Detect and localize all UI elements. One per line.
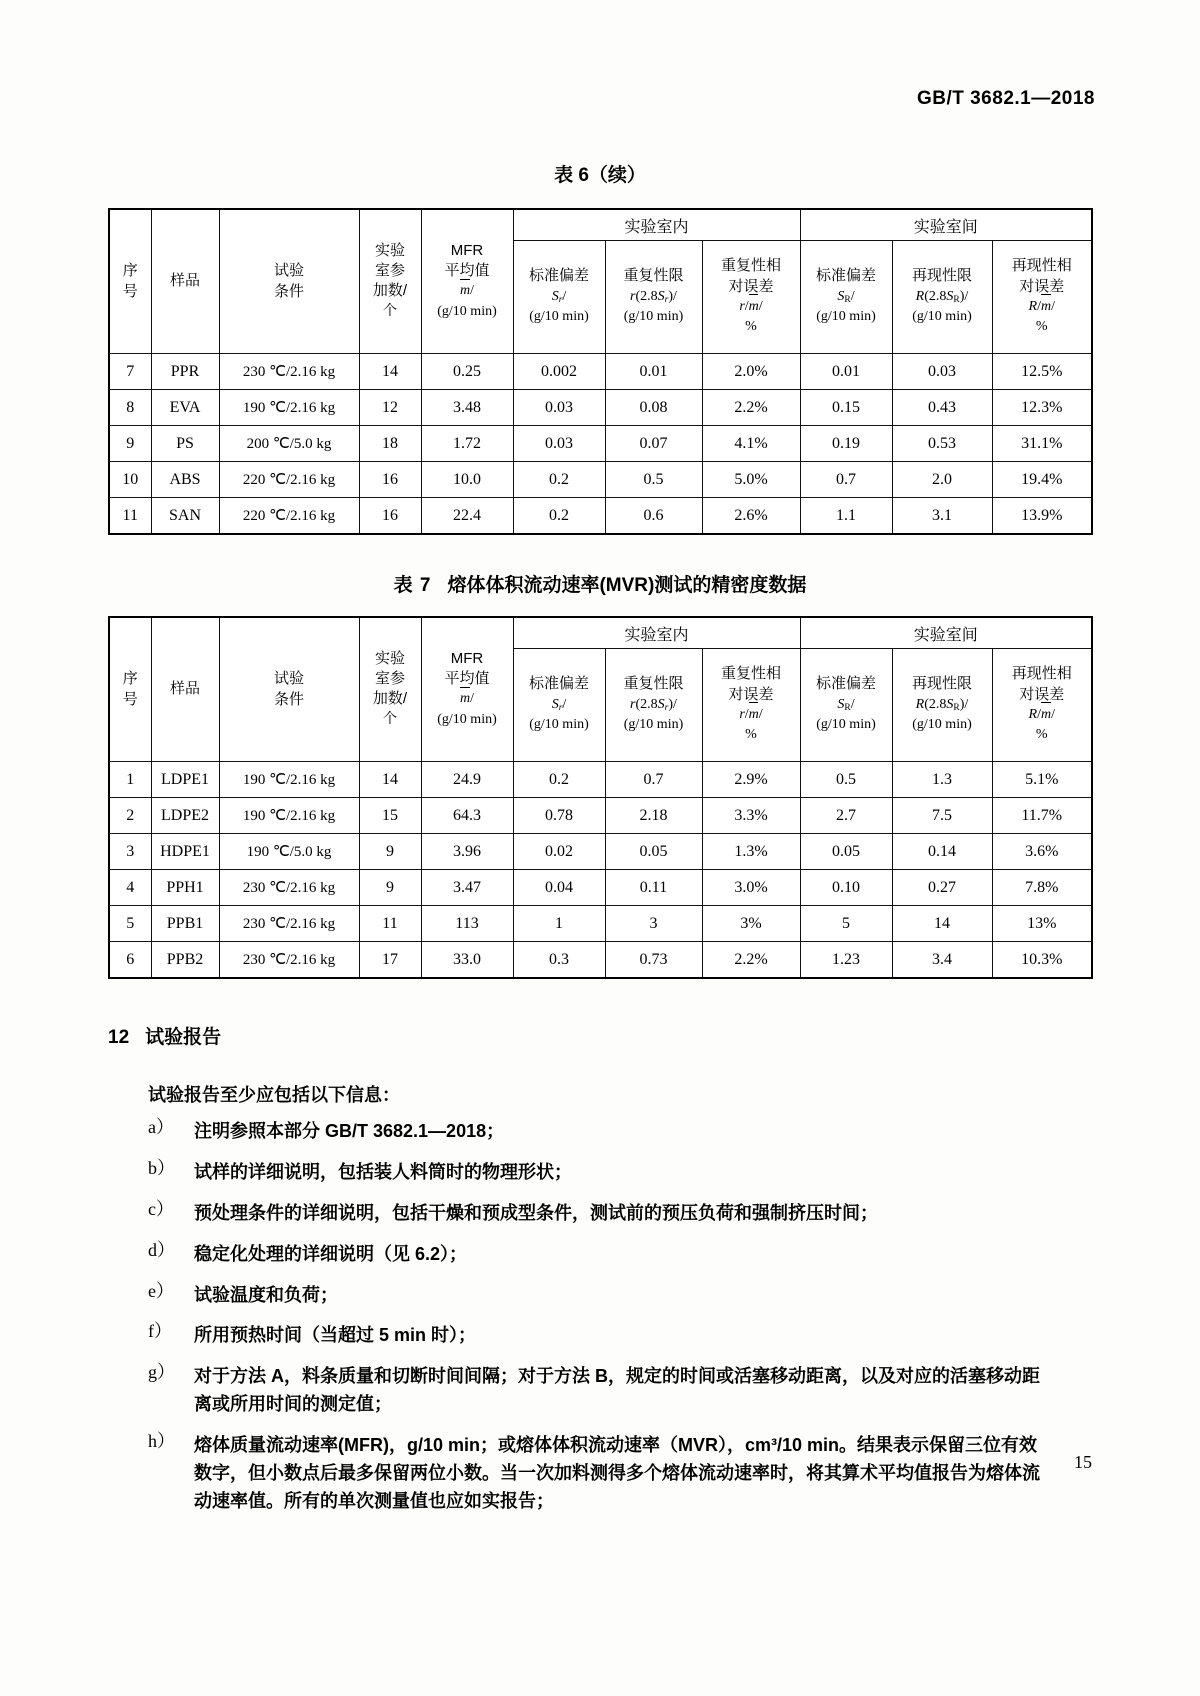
cell-labcount: 16: [359, 462, 421, 498]
table-row: [109, 942, 1092, 979]
table6-caption: [0, 160, 1200, 187]
table6-body: [109, 354, 1092, 535]
cell-labcount: 14: [359, 762, 421, 798]
cell-repro-relerr: 10.3%: [992, 942, 1092, 979]
cell-sR: 0.01: [800, 354, 892, 390]
list-marker: f）: [148, 1321, 172, 1342]
cell-repro-relerr: 5.1%: [992, 762, 1092, 798]
table-row: [109, 870, 1092, 906]
cell-repeat-relerr: 3.0%: [702, 870, 800, 906]
cell-sample: PPH1: [151, 870, 219, 906]
cell-mean: 0.25: [421, 354, 513, 390]
cell-sR: 0.05: [800, 834, 892, 870]
cell-index: 1: [109, 762, 151, 798]
cell-condition: 230 ℃/2.16 kg: [219, 942, 359, 979]
cell-repro-relerr: 12.5%: [992, 354, 1092, 390]
cell-labcount: 14: [359, 354, 421, 390]
cell-sR: 2.7: [800, 798, 892, 834]
standard-number-header: GB/T 3682.1—2018: [916, 88, 1095, 109]
cell-condition: 220 ℃/2.16 kg: [219, 498, 359, 535]
cell-condition: 230 ℃/2.16 kg: [219, 870, 359, 906]
list-marker: c）: [148, 1198, 174, 1219]
cell-repeat-relerr: 3.3%: [702, 798, 800, 834]
cell-repro-relerr: 3.6%: [992, 834, 1092, 870]
table-row: [109, 834, 1092, 870]
table6-col-labcount: 实验 室参 加数/ 个: [359, 209, 421, 354]
cell-repro-limit: 1.3: [892, 762, 992, 798]
list-marker: h）: [148, 1431, 175, 1452]
cell-sample: EVA: [151, 390, 219, 426]
cell-repro-limit: 2.0: [892, 462, 992, 498]
table7-col-sR: 标准偏差 $S_R/$ (g/10 min): [800, 649, 892, 762]
page-number: 15: [1074, 1452, 1092, 1472]
table6-col-repeat-relerr: 重复性相 对误差 r/m/ %: [702, 241, 800, 354]
cell-condition: 190 ℃/5.0 kg: [219, 834, 359, 870]
cell-repro-limit: 7.5: [892, 798, 992, 834]
list-item: [148, 1282, 1048, 1310]
list-item: [148, 1200, 1048, 1228]
table7-caption-number: 表 7: [393, 575, 432, 596]
list-text: 试验温度和负荷；: [194, 1284, 338, 1305]
cell-repeat-limit: 2.18: [605, 798, 702, 834]
cell-sr: 0.2: [513, 498, 605, 535]
cell-mean: 22.4: [421, 498, 513, 535]
cell-repeat-relerr: 2.2%: [702, 390, 800, 426]
cell-repro-limit: 0.14: [892, 834, 992, 870]
cell-sr: 0.002: [513, 354, 605, 390]
table7-col-sample: 样品: [151, 617, 219, 762]
cell-mean: 33.0: [421, 942, 513, 979]
cell-index: 2: [109, 798, 151, 834]
cell-condition: 220 ℃/2.16 kg: [219, 462, 359, 498]
cell-sample: SAN: [151, 498, 219, 535]
table7-caption-text: 熔体体积流动速率(MVR)测试的精密度数据: [447, 575, 807, 596]
list-marker: a）: [148, 1117, 174, 1137]
cell-labcount: 12: [359, 390, 421, 426]
list-text: 稳定化处理的详细说明（见 6.2）；: [194, 1243, 468, 1264]
cell-condition: 190 ℃/2.16 kg: [219, 390, 359, 426]
cell-sample: PPB1: [151, 906, 219, 942]
table6-col-sample: 样品: [151, 209, 219, 354]
section-12-title: 试验报告: [145, 1027, 222, 1048]
cell-repro-relerr: 12.3%: [992, 390, 1092, 426]
cell-mean: 3.48: [421, 390, 513, 426]
cell-index: 6: [109, 942, 151, 979]
cell-repeat-relerr: 2.6%: [702, 498, 800, 535]
cell-repro-limit: 3.1: [892, 498, 992, 535]
cell-repeat-limit: 0.11: [605, 870, 702, 906]
table6-col-sR: 标准偏差 $S_R/$ (g/10 min): [800, 241, 892, 354]
list-text: 试样的详细说明，包括装人料筒时的物理形状；: [194, 1161, 572, 1182]
list-marker: e）: [148, 1280, 174, 1301]
cell-repeat-limit: 0.7: [605, 762, 702, 798]
list-item: [148, 1118, 1048, 1146]
cell-repro-relerr: 7.8%: [992, 870, 1092, 906]
table6-col-repeat-limit: 重复性限 $r(2.8S_r)/$ (g/10 min): [605, 241, 702, 354]
cell-labcount: 18: [359, 426, 421, 462]
cell-index: 7: [109, 354, 151, 390]
cell-repro-limit: 0.43: [892, 390, 992, 426]
cell-sR: 5: [800, 906, 892, 942]
cell-sample: LDPE1: [151, 762, 219, 798]
section-12-number: 12: [108, 1027, 130, 1048]
cell-index: 11: [109, 498, 151, 535]
list-item: [148, 1159, 1048, 1187]
cell-sR: 0.5: [800, 762, 892, 798]
cell-condition: 190 ℃/2.16 kg: [219, 762, 359, 798]
table-row: [109, 426, 1092, 462]
table-row: [109, 390, 1092, 426]
cell-repeat-limit: 0.73: [605, 942, 702, 979]
table-row: [109, 498, 1092, 535]
table7-col-labcount: 实验 室参 加数/ 个: [359, 617, 421, 762]
cell-labcount: 16: [359, 498, 421, 535]
section-12-heading: [108, 1022, 221, 1049]
cell-index: 10: [109, 462, 151, 498]
cell-repeat-relerr: 4.1%: [702, 426, 800, 462]
list-text: 预处理条件的详细说明，包括干燥和预成型条件，测试前的预压负荷和强制挤压时间；: [194, 1202, 878, 1223]
table6-group-between-lab: 实验室间: [800, 209, 1092, 241]
cell-index: 4: [109, 870, 151, 906]
cell-repeat-limit: 0.5: [605, 462, 702, 498]
section-12-lead: 试验报告至少应包括以下信息：: [148, 1085, 400, 1105]
table6-col-repro-limit: 再现性限 $R(2.8S_R)/$ (g/10 min): [892, 241, 992, 354]
table7-col-index: 序 号: [109, 617, 151, 762]
cell-sample: PPR: [151, 354, 219, 390]
table7-group-between-lab: 实验室间: [800, 617, 1092, 649]
cell-repro-limit: 0.03: [892, 354, 992, 390]
table7-col-repro-limit: 再现性限 $R(2.8S_R)/$ (g/10 min): [892, 649, 992, 762]
cell-repeat-limit: 0.01: [605, 354, 702, 390]
table-row: [109, 462, 1092, 498]
list-text: 对于方法 A，料条质量和切断时间间隔；对于方法 B，规定的时间或活塞移动距离，以及对应的活塞移动距离或所用时间的测定值；: [194, 1366, 1040, 1415]
cell-mean: 24.9: [421, 762, 513, 798]
cell-mean: 64.3: [421, 798, 513, 834]
cell-sR: 0.7: [800, 462, 892, 498]
cell-sr: 0.2: [513, 762, 605, 798]
cell-sR: 1.23: [800, 942, 892, 979]
cell-index: 9: [109, 426, 151, 462]
cell-repro-relerr: 19.4%: [992, 462, 1092, 498]
table-row: [109, 354, 1092, 390]
cell-repro-relerr: 11.7%: [992, 798, 1092, 834]
cell-repeat-relerr: 2.9%: [702, 762, 800, 798]
table7-col-repeat-limit: 重复性限 $r(2.8S_r)/$ (g/10 min): [605, 649, 702, 762]
cell-repeat-limit: 0.6: [605, 498, 702, 535]
list-marker: g）: [148, 1362, 175, 1383]
table7-col-condition: 试验 条件: [219, 617, 359, 762]
list-text: 熔体质量流动速率(MFR)，g/10 min；或熔体体积流动速率（MVR），cm³/10 min。结果表示保留三位有效数字，但小数点后最多保留两位小数。当一次加料测得多个熔体流动速率时，将其算术平均值报告为熔体流动速率值。所有的单次测量值也应如实报告；: [194, 1435, 1040, 1511]
cell-mean: 113: [421, 906, 513, 942]
table7-group-within-lab: 实验室内: [513, 617, 800, 649]
list-item: [148, 1322, 1048, 1350]
cell-repeat-limit: 0.07: [605, 426, 702, 462]
table7-col-repro-relerr: 再现性相 对误差 R/m/ %: [992, 649, 1092, 762]
table7-col-sr: 标准偏差 $S_r/$ (g/10 min): [513, 649, 605, 762]
cell-sample: LDPE2: [151, 798, 219, 834]
cell-condition: 230 ℃/2.16 kg: [219, 354, 359, 390]
cell-sr: 0.04: [513, 870, 605, 906]
table7-col-mfr-mean: MFR 平均值 m/ (g/10 min): [421, 617, 513, 762]
cell-sR: 0.19: [800, 426, 892, 462]
cell-mean: 10.0: [421, 462, 513, 498]
cell-repeat-relerr: 2.2%: [702, 942, 800, 979]
cell-repro-limit: 14: [892, 906, 992, 942]
cell-index: 5: [109, 906, 151, 942]
cell-labcount: 17: [359, 942, 421, 979]
list-item: [148, 1363, 1048, 1419]
cell-condition: 190 ℃/2.16 kg: [219, 798, 359, 834]
table6-col-sr: 标准偏差 $S_r/$ (g/10 min): [513, 241, 605, 354]
cell-condition: 230 ℃/2.16 kg: [219, 906, 359, 942]
cell-index: 8: [109, 390, 151, 426]
cell-labcount: 9: [359, 870, 421, 906]
cell-sample: PS: [151, 426, 219, 462]
table6-group-within-lab: 实验室内: [513, 209, 800, 241]
table6-precision-mfr-continued: [108, 208, 1093, 535]
list-item: [148, 1241, 1048, 1269]
table-row: [109, 798, 1092, 834]
cell-sr: 0.03: [513, 426, 605, 462]
table6-col-condition: 试验 条件: [219, 209, 359, 354]
cell-sr: 0.03: [513, 390, 605, 426]
cell-sR: 1.1: [800, 498, 892, 535]
cell-repro-limit: 0.27: [892, 870, 992, 906]
cell-labcount: 11: [359, 906, 421, 942]
cell-repeat-relerr: 3%: [702, 906, 800, 942]
list-marker: b）: [148, 1157, 175, 1178]
section-12-body: [148, 1086, 1048, 1529]
cell-repeat-relerr: 2.0%: [702, 354, 800, 390]
cell-repro-relerr: 13%: [992, 906, 1092, 942]
cell-index: 3: [109, 834, 151, 870]
cell-repeat-relerr: 5.0%: [702, 462, 800, 498]
cell-repro-relerr: 13.9%: [992, 498, 1092, 535]
cell-sample: PPB2: [151, 942, 219, 979]
cell-sr: 1: [513, 906, 605, 942]
list-item: [148, 1432, 1048, 1516]
cell-repeat-limit: 3: [605, 906, 702, 942]
list-marker: d）: [148, 1239, 175, 1260]
cell-repeat-relerr: 1.3%: [702, 834, 800, 870]
table6-caption-text: 表 6（续）: [554, 165, 646, 186]
table7-header-group-row: [109, 617, 1092, 649]
cell-mean: 1.72: [421, 426, 513, 462]
cell-sR: 0.10: [800, 870, 892, 906]
table6-col-mfr-mean: MFR 平均值 m/ (g/10 min): [421, 209, 513, 354]
cell-repro-limit: 0.53: [892, 426, 992, 462]
cell-condition: 200 ℃/5.0 kg: [219, 426, 359, 462]
cell-sample: ABS: [151, 462, 219, 498]
cell-mean: 3.47: [421, 870, 513, 906]
cell-sR: 0.15: [800, 390, 892, 426]
cell-sr: 0.02: [513, 834, 605, 870]
cell-repro-limit: 3.4: [892, 942, 992, 979]
cell-labcount: 9: [359, 834, 421, 870]
cell-sample: HDPE1: [151, 834, 219, 870]
cell-sr: 0.3: [513, 942, 605, 979]
table7-precision-mvr: [108, 616, 1093, 979]
cell-repeat-limit: 0.08: [605, 390, 702, 426]
cell-sr: 0.78: [513, 798, 605, 834]
table7-col-repeat-relerr: 重复性相 对误差 r/m/ %: [702, 649, 800, 762]
table6-col-index: 序 号: [109, 209, 151, 354]
cell-sr: 0.2: [513, 462, 605, 498]
table7-body: [109, 762, 1092, 979]
table-row: [109, 906, 1092, 942]
list-text: 注明参照本部分 GB/T 3682.1—2018；: [194, 1121, 505, 1141]
table-row: [109, 762, 1092, 798]
table7-caption: [0, 570, 1200, 597]
cell-repeat-limit: 0.05: [605, 834, 702, 870]
table6-header-group-row: [109, 209, 1092, 241]
cell-labcount: 15: [359, 798, 421, 834]
cell-mean: 3.96: [421, 834, 513, 870]
cell-repro-relerr: 31.1%: [992, 426, 1092, 462]
table6-col-repro-relerr: 再现性相 对误差 R/m/ %: [992, 241, 1092, 354]
list-text: 所用预热时间（当超过 5 min 时）；: [194, 1325, 477, 1346]
